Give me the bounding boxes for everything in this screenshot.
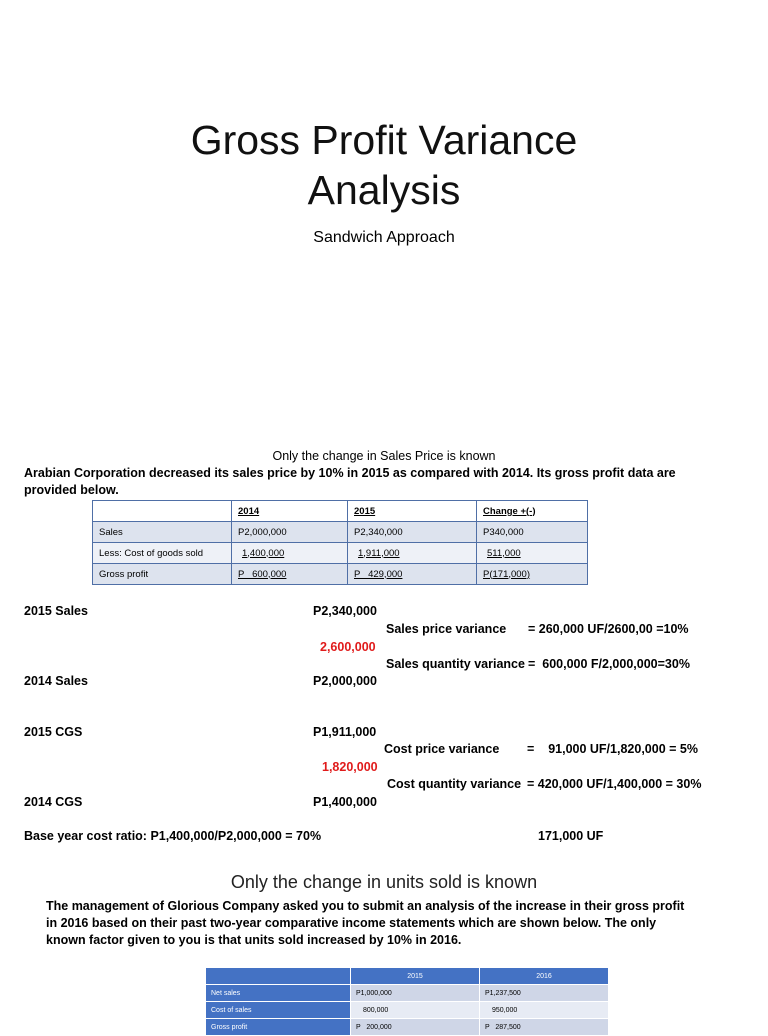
table-cell: Sales xyxy=(93,522,232,543)
table-cell: P2,340,000 xyxy=(348,522,477,543)
slide-title-line1: Gross Profit Variance xyxy=(190,117,578,163)
sales-qty-variance-value: = 600,000 F/2,000,000=30% xyxy=(528,657,690,671)
slide-title-line2: Analysis xyxy=(307,167,461,213)
adjusted-cgs: 1,820,000 xyxy=(322,760,378,774)
slide-title xyxy=(0,115,768,215)
slide-subtitle: Sandwich Approach xyxy=(313,229,455,246)
table-cell: P 600,000 xyxy=(232,564,348,585)
cgs-2015-label: 2015 CGS xyxy=(24,725,83,739)
sales-price-variance-value: = 260,000 UF/2600,00 =10% xyxy=(528,622,689,636)
table-cell: P(171,000) xyxy=(477,564,588,585)
cost-price-variance-value: = 91,000 UF/1,820,000 = 5% xyxy=(527,742,698,756)
table-cell: 1,400,000 xyxy=(232,543,348,564)
sales-2014-value: P2,000,000 xyxy=(313,674,377,688)
table-header-cell xyxy=(93,501,232,522)
sales-price-variance-label: Sales price variance xyxy=(386,622,507,636)
table-cell: 950,000 xyxy=(480,1002,609,1019)
table-cell: 511,000 xyxy=(477,543,588,564)
cgs-2014-label: 2014 CGS xyxy=(24,795,83,809)
sales-2015-value: P2,340,000 xyxy=(313,604,377,618)
cgs-2015-value: P1,911,000 xyxy=(313,725,377,739)
gross-profit-table xyxy=(92,500,588,585)
table-header-cell: Change +(-) xyxy=(477,501,588,522)
table-header-cell: 2016 xyxy=(480,968,609,985)
sales-2014-label: 2014 Sales xyxy=(24,674,88,688)
section1-heading: Only the change in Sales Price is known xyxy=(272,449,496,463)
cgs-2014-value: P1,400,000 xyxy=(313,795,377,809)
sales-qty-variance-label: Sales quantity variance xyxy=(386,657,525,671)
table-cell: P340,000 xyxy=(477,522,588,543)
table-header-cell xyxy=(206,968,351,985)
table-row xyxy=(93,522,588,543)
table-cell: P2,000,000 xyxy=(232,522,348,543)
table-header-cell: 2015 xyxy=(351,968,480,985)
table-header-row xyxy=(206,968,609,985)
table-row xyxy=(93,564,588,585)
cost-qty-variance-label: Cost quantity variance xyxy=(387,777,522,791)
total-variance: 171,000 UF xyxy=(538,829,604,843)
table-cell: 1,911,000 xyxy=(348,543,477,564)
table-cell: Net sales xyxy=(206,985,351,1002)
table-cell: Cost of sales xyxy=(206,1002,351,1019)
base-year-cost-ratio: Base year cost ratio: P1,400,000/P2,000,000 = 70% xyxy=(24,829,322,843)
table-cell: Gross profit xyxy=(206,1019,351,1036)
comparative-income-table xyxy=(205,967,609,1036)
table-header-cell: 2014 xyxy=(232,501,348,522)
section1-intro: Arabian Corporation decreased its sales price by 10% in 2015 as compared with 2014. Its gross profit data are provided below. xyxy=(24,466,676,497)
table-row xyxy=(93,543,588,564)
table-cell: 800,000 xyxy=(351,1002,480,1019)
section2-heading: Only the change in units sold is known xyxy=(230,872,538,892)
table-cell: Gross profit xyxy=(93,564,232,585)
section2-intro: The management of Glorious Company asked you to submit an analysis of the increase in their gross profit in 2016 based on their past two-year comparative income statements which are shown below. The only known factor given to you is that units sold increased by 10% in 2016. xyxy=(46,899,685,947)
table-header-cell: 2015 xyxy=(348,501,477,522)
sales-2015-label: 2015 Sales xyxy=(24,604,88,618)
table-cell: P 200,000 xyxy=(351,1019,480,1036)
adjusted-sales: 2,600,000 xyxy=(320,640,376,654)
table-row xyxy=(206,1019,609,1036)
table-cell: Less: Cost of goods sold xyxy=(93,543,232,564)
table-header-row xyxy=(93,501,588,522)
table-cell: P1,000,000 xyxy=(351,985,480,1002)
table-cell: P1,237,500 xyxy=(480,985,609,1002)
table-cell: P 287,500 xyxy=(480,1019,609,1036)
table-row xyxy=(206,1002,609,1019)
cost-price-variance-label: Cost price variance xyxy=(384,742,500,756)
cost-qty-variance-value: = 420,000 UF/1,400,000 = 30% xyxy=(527,777,702,791)
table-row xyxy=(206,985,609,1002)
table-cell: P 429,000 xyxy=(348,564,477,585)
